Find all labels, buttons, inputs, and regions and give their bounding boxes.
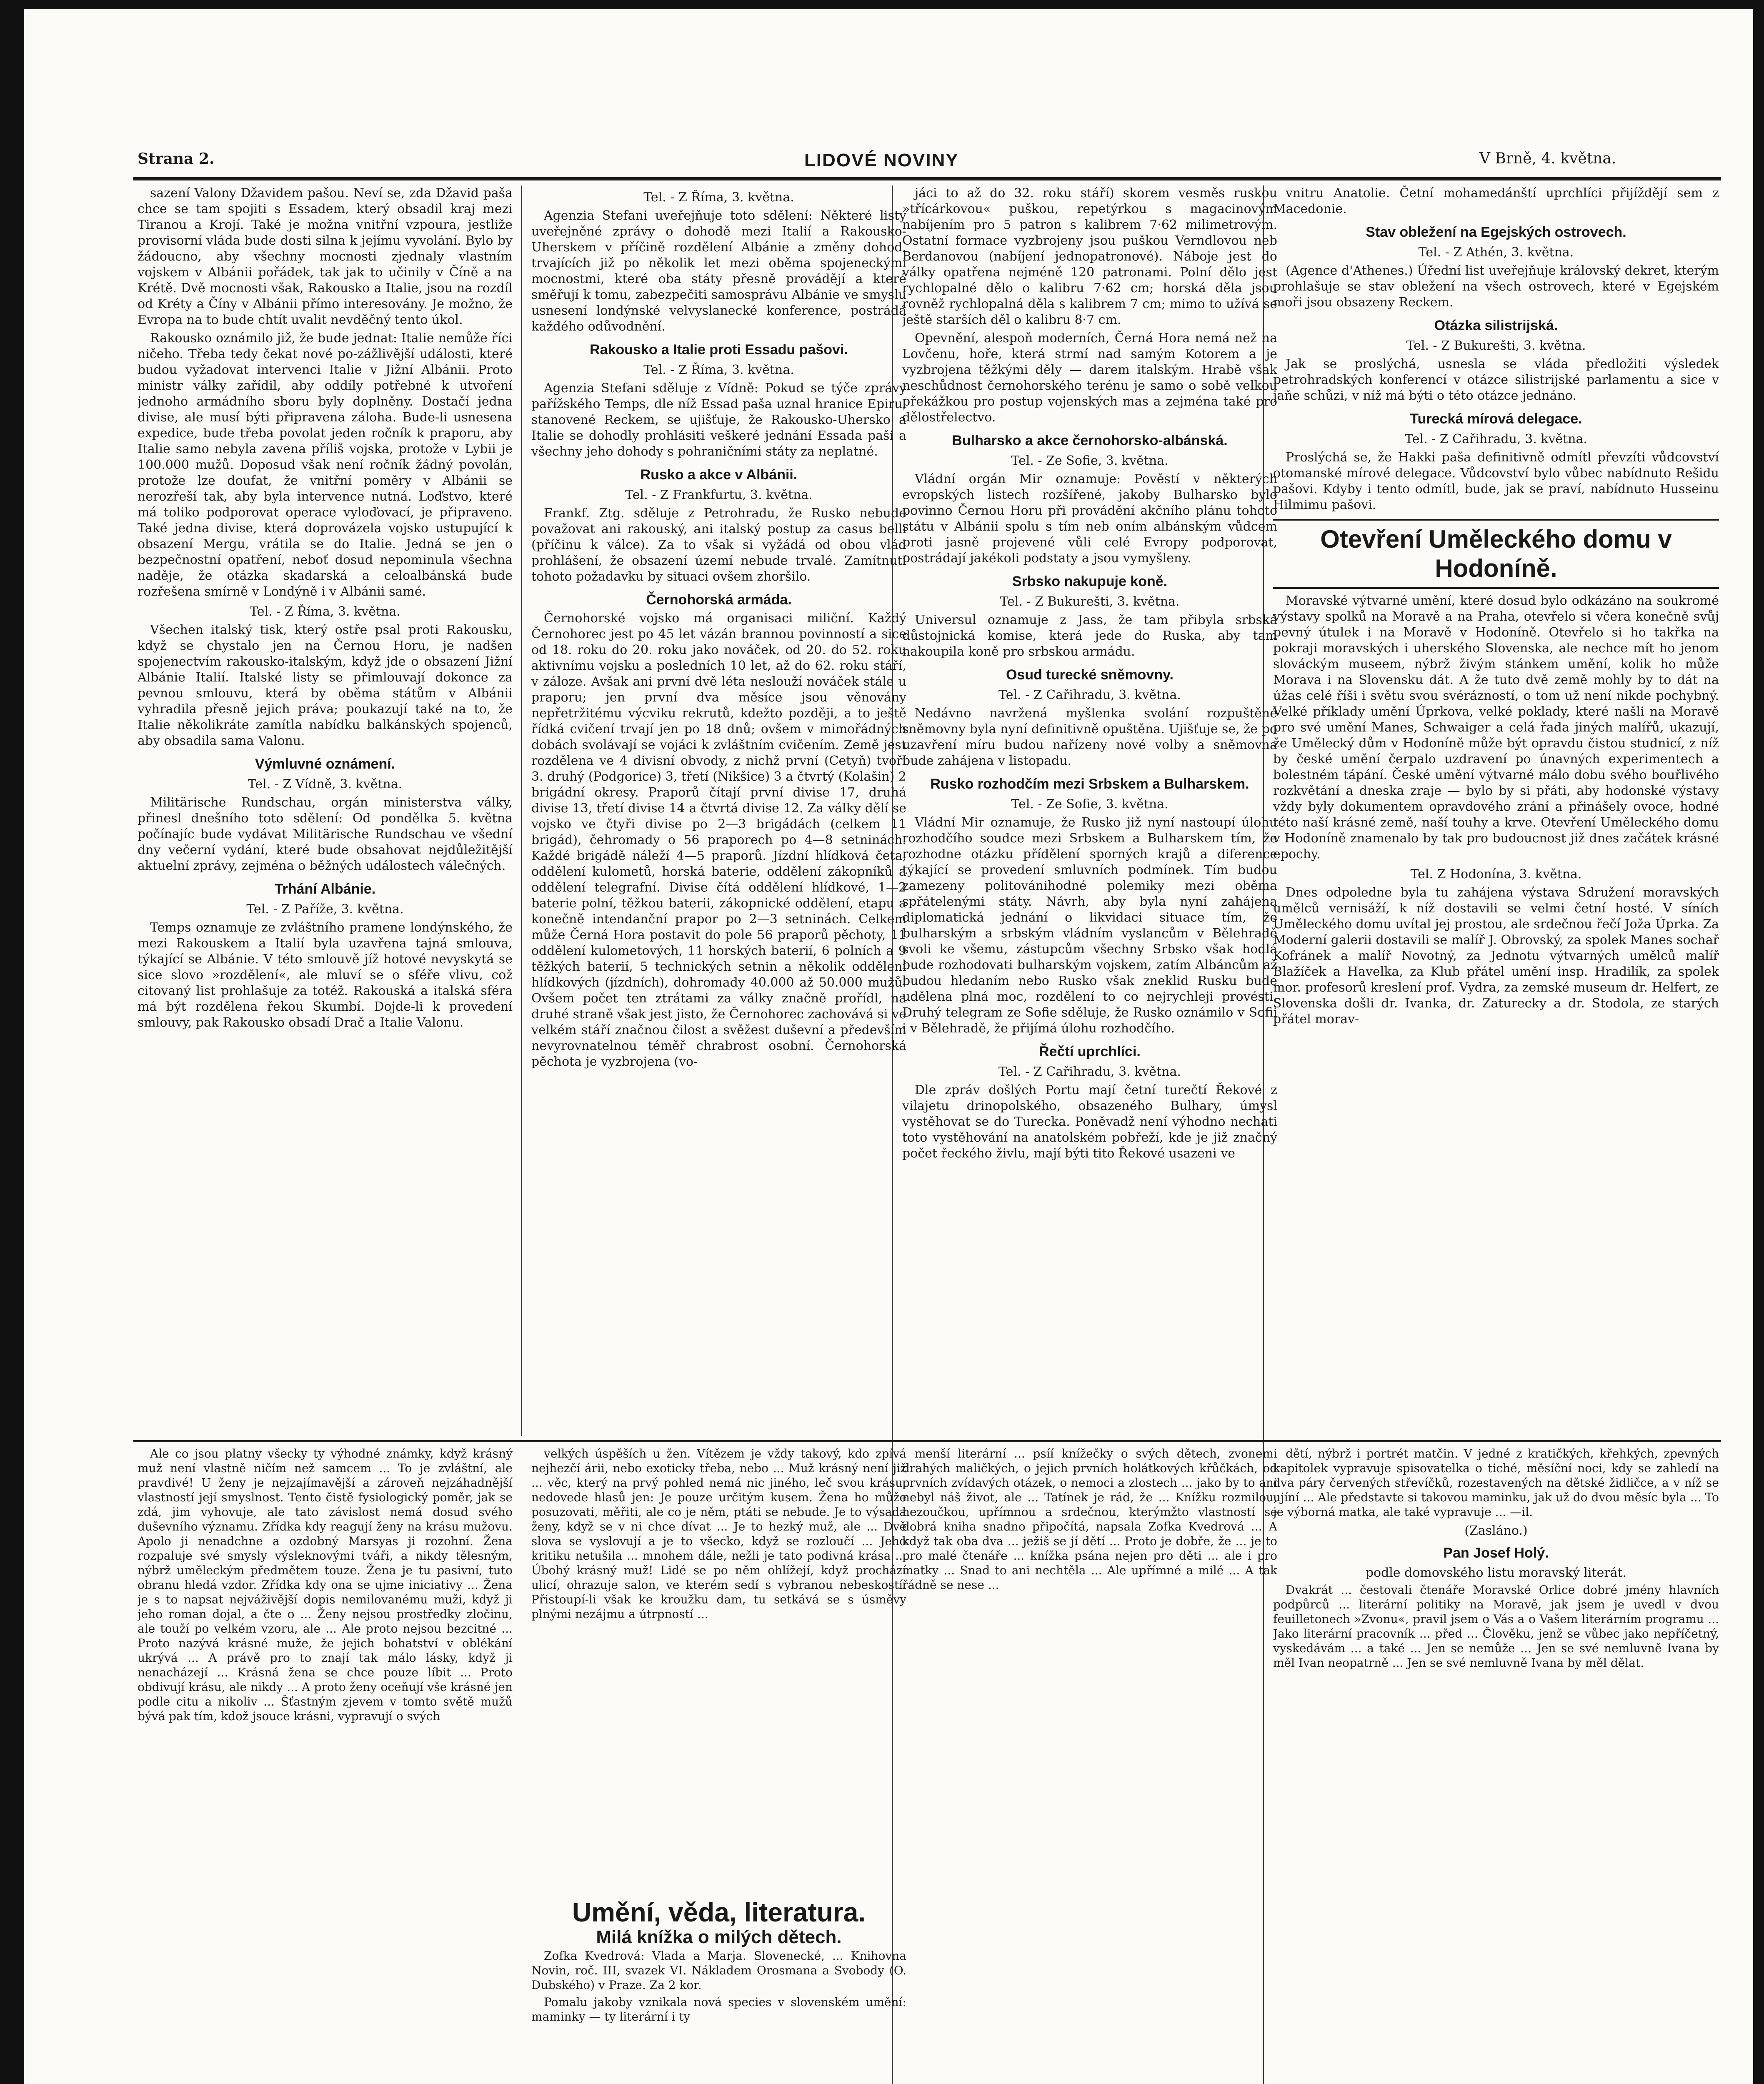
article-paragraph: Temps oznamuje ze zvláštního pramene londýnského, že mezi Rakouskem a Italií byla uzavřena tajná smlouva, týkající se Albánie. V této smlouvě jíž hotové nevyskytá se sice slovo »rozdělení«, ale mluví se o sféře vlivu, což citovaný list prohlašuje za totéž. Rakouská a italská sféra má být rozdělena řekou Skumbí. Dojde-li k provedení smlouvy, pak Rakousko obsadí Drač a Italie Valonu. — [138, 920, 513, 1030]
dateline: Tel. - Z Cařihradu, 3. května. — [998, 1065, 1181, 1079]
article-paragraph: Universul oznamuje z Jass, že tam přibyla srbská důstojnická komise, která jede do Ruska, aby tam nakoupila koně pro srbskou armádu. — [902, 613, 1277, 659]
dateline: Tel. - Ze Sofie, 3. května. — [1011, 453, 1168, 468]
feuilleton-text: menší literární ... psíí knížečky o svých dětech, zvonemi drahých maličkých, o jejich prvních holátkových křůčkách, od prvních zvídavých otázek, o nemoci a zlostech ... jako by to ani nebyl náš život, ale ... Tatínek je rád, že ... Knížku rozmilou, hezoučkou, upřímnou a srdečnou, kterýmžto vlastností se dobrá kniha snadno připočítá, napsala Zofka Kvedrová ... A když tak oba dva ... ježiš se jí dětí ... Proto je dobře, že ... je to pro malé čtenáře ... knížka psána nejen pro děti ... ale i pro matky ... Snad to ani nechtěla ... Ale upřímné a milé ... A tak řádně se nese ... — [902, 1447, 1277, 1592]
page-number: Strana 2. — [138, 150, 215, 168]
feuilleton-text: dětí, nýbrž i portrét matčin. V jedné z kratičkých, křehkých, zpevných kapitolek vypravuje spisovatelka o tiché, měsíční noci, kdy se zahledí na dva páry červených střevíčků, rozestavených na dětské židličce, a v níž se ujíní ... Ale představte si takovou maminku, jak už do dvou měsíc byla ... To je výborná matka, ale také vypravuje ... —il. — [1273, 1447, 1719, 1519]
dateline: Tel. - Z Říma, 3. května. — [250, 604, 400, 619]
book-citation: Zofka Kvedrová: Vlada a Marja. Slovenecké, ... Knihovna Novin, roč. III, svazek VI. Nákladem Orosmana a Svobody (O. Dubského) v Praze. Za 2 kor. — [531, 1949, 906, 1992]
article-paragraph: Pomalu jakoby vznikala nová species v slovenském umění: maminky — ty literární i ty — [531, 1995, 906, 2024]
section-subtitle: Milá knížka o milých dětech. — [596, 1927, 842, 1947]
feuilleton-column-4 — [1273, 1446, 1719, 2084]
scan-border-right — [1753, 0, 1764, 2084]
dateline: Tel. - Z Říma, 3. května. — [643, 363, 794, 377]
article-column-2 — [531, 185, 906, 1436]
article-paragraph: sazení Valony Džavidem pašou. Neví se, zda Džavid paša chce se tam spojiti s Essadem, který obsadil kraj mezi Tiranou a Krojí. Také je možna vnitřní vzpoura, jestliže provisorní vláda bude dosti silna k jejímu vyvolání. Bylo by žádoucno, aby všechny mocnosti zjednaly vlastním vojskem v Albánii pořádek, tak jak to učinily v Číně a na Krétě. Dvě mocnosti však, Rakousko a Italie, jsou na rozdíl od Kréty a Číny v Albánii přímo interesovány. Je možno, že Evropa na to bude chtít uvalit nevděčný tento úkol. — [138, 186, 513, 327]
article-paragraph: Agenzia Stefani uveřejňuje toto sdělení: Některé listy uveřejněné zprávy o dohodě mezi Italií a Rakousko-Uherskem v příčině rozdělení Albánie a změny dohod. trvajících již po několik let mezi oběma spojeneckými mocnostmi, které oba státy přesně provádějí a které směřují k tomu, zabezpečiti samosprávu Albánie ve smyslu usnesení londýnské velvyslanecké konference, postrádá každého odůvodnění. — [531, 208, 906, 334]
headline: Srbsko nakupuje koně. — [1012, 574, 1168, 589]
article-paragraph: Vládní Mir oznamuje, že Rusko již nyní nastoupí úlohu rozhodčího soudce mezi Srbskem a Bulharskem tím, že rozhodne otázku přídělení sporných krajů a diference týkající se provedení smluvních podmínek. Tím budou zamezeny politovánihodné polemiky mezi oběma spřátelenými státy. Návrh, aby byla nyní zahájena diplomatická jednání o likvidaci situace tím, že bulharským a srbským vládním vyslancům v Bělehradě svoli ke všemu, zástupcům všechny Srbsko však hodlá bude rozhodovati bulharským vojskem, zatím Albáncům až budou hledaním nebo Rusko však zneklid Rusku bude udělena plná moc, rozdělení to co nejrychleji provésti. Druhý telegram ze Sofie sděluje, že Rusko oznámilo v Sofii i v Bělehradě, že přijímá úlohu rozhodčího. — [902, 815, 1277, 1036]
headline: Rusko rozhodčím mezi Srbskem a Bulharskem. — [930, 776, 1249, 792]
article-paragraph: Proslýchá se, že Hakki paša definitivně odmítl převzíti vůdcovství otomanské mírové delegace. Vůdcovství bylo vůbec nabídnuto Rešidu pašovi. Kdyby i tento odmítl, bude, jak se praví, nabídnuto Husseinu Hilmimu pašovi. — [1273, 450, 1719, 512]
dateline: Tel. - Z Bukurešti, 3. května. — [1406, 338, 1586, 353]
article-paragraph: Nedávno navržená myšlenka svolání rozpuštěné sněmovny byla nyní definitivně opuštěna. Ujišťuje se, že po uzavření míru budou nařízeny nové volby a sněmovna bude zahájena v listopadu. — [902, 706, 1277, 768]
feuilleton-text: velkých úspěších u žen. Vítězem je vždy takový, kdo zpívá nejhezčí árii, nebo exoticky třeba, nebo ... Muž krásný není již ... věc, který na prvý pohled nemá nic jiného, leč svou krásu, nedovede hlasů jen: Je pouze určitým kusem. Žena ho může posuzovati, měřiti, ale co je něm, ptáti se nebude. Je to výsada ženy, když se v ni chce dívat ... Je to hezký muž, ale ... Dvě slova se vyslovují a je to všecko, když se rozloučí ... Jeho kritiku netušila ... mnohem dále, nežli je tato podivná krása ... Úbohý krásný muž! Lidé se po něm ohlížejí, když prochází ulicí, ohrazuje salon, ve kterém sedí s vybranou nebeskostí. Přistoupí-li však ke kroužku dam, tu setkává se s úsměvy plnými nezájmu a útrpností ... — [531, 1447, 906, 1621]
zaslano-label: (Zasláno.) — [1464, 1523, 1528, 1538]
masthead-title: LIDOVÉ NOVINY — [804, 150, 959, 170]
culture-section — [531, 1888, 906, 2026]
article-paragraph: jáci to až do 32. roku stáří) skorem vesměs ruskou »třícárkovou« puškou, repetýrkou s magacinovým nabíjením pro 5 patron s kalibrem 7·62 milimetrovým. Ostatní formace vyzbrojeny jsou puškou Verndlovou neb Berdanovou (nabíjení jednopatronové). Náboje jest do války opatřena nejméně 120 patronami. Polní dělo jest rychlopalné dělo o kalibru 7·62 cm; horská děla jsou rovněž rychlopalná děla s kalibrem 7 cm; mimo to užívá se ještě starších děl o kalibru 8·7 cm. — [902, 186, 1277, 327]
article-paragraph: Dnes odpoledne byla tu zahájena výstava Sdružení moravských umělců vernisáží, k níž dostavili se velmi četní hosté. V síních Uměleckého domu uvítal jej prostou, ale srdečnou řečí Joža Úprka. Za Moderní galerii dostavili se malíř J. Obrovský, za spolek Manes sochař Kofránek a malíř Novotný, za Jednotu výtvarných umělců malíř Blažíček a Havelka, za Klub přátel umění insp. Hradilík, za spolek mor. profesorů kreslení prof. Vydra, za zemské museum dr. Helfert, ze Slovenska došli dr. Ivanka, dr. Zatureckу a dr. Stodola, ze starých přátel morav- — [1273, 885, 1719, 1027]
article-paragraph: Agenzia Stefani sděluje z Vídně: Pokud se týče zprávy pařížského Temps, dle níž Essad paša uznal hranice Epiru, stanovené Reckem, se ujišťuje, že Rakousko-Uhersko a Italie se dohodly prohlásiti veškeré jednání Essada paši a všechny jeho dohody s pohraničními státy za neplatné. — [531, 381, 906, 459]
dateline: Tel. - Z Frankfurtu, 3. května. — [625, 488, 813, 502]
dateline: Tel. - Z Cařihradu, 3. května. — [1405, 432, 1587, 446]
dateline: Tel. - Z Cařihradu, 3. května. — [998, 688, 1181, 702]
section-title: Umění, věda, literatura. — [572, 1897, 866, 1927]
article-paragraph: Frankf. Ztg. sděluje z Petrohradu, že Rusko nebude považovat ani rakouský, ani italský postup za casus belli (příčinu k válce). Za to však si vyžádá od obou vlád prohlášení, že obsazení území nebude trvalé. Zamítnutí tohoto požadavku by situaci ovšem zhoršilo. — [531, 506, 906, 584]
headline: Výmluvné oznámení. — [255, 756, 395, 772]
article-paragraph: Rakousko oznámilo již, že bude jednat: Italie nemůže říci ničeho. Třeba tedy čekat nové po-zážlivější události, které budou vyžadovat intervenci Italie v Jižní Albánii. Proto ministr války zařídil, aby oddíly potřebné k utvoření jednoho armádního sboru byly doplněny. Dostačí jedna divise, ale musí býti připravena záloha. Bude-li usnesena expedice, bude třeba povolat jeden ročník k praporu, aby Italie samo nebyla zavena příliš vojska, protože v Lybii je 100.000 mužů. Doposud však není ročník žádný povolán, protože lze doufat, že vnitřní poměry v Albánii se nerozřeší tak, aby byla intervence nutná. Loďstvo, které má toliko podporovat operace vyloďovací, je připraveno. Také jedna divise, která doprovázela vojsko ustupující k obsazení Mergu, vrátila se do Italie. Jedná se jen o bezpečnostní opatření, neboť dosud nepominula všechna naděje, že otázka skadarská a celoalbánská bude rozřešena smírně v Londýně i v Albánii samé. — [138, 331, 513, 599]
column-divider — [521, 185, 522, 1436]
headline: Bulharsko a akce černohorsko-albánská. — [952, 433, 1228, 448]
article-paragraph: Opevnění, alespoň moderních, Černá Hora nemá než na Lovčenu, hoře, která strmí nad samým Kotorem a je vyzbrojena těžkými děly — darem italským. Hrabě však neschůdnost černohorského terénu je samo o sobě velkou překážkou pro postup vojenských mas a zejména také pro dělostřelectvo. — [902, 331, 1277, 425]
headline: Černohorská armáda. — [646, 592, 792, 608]
addressee-subtitle: podle domovského listu moravský literát. — [1365, 1566, 1627, 1580]
article-paragraph: Vládní orgán Mir oznamuje: Pověstí v některých evropských listech rozšířené, jakoby Bulharsko bylo povinno Černou Horu při provádění akčního plánu tohoto státu v Albánii spolu s tím neb oním albánským vůdcem proti jasně projevené vůli celé Evropy podporovat, postrádají jakékoli podstaty a jsou vymyšleny. — [902, 472, 1277, 566]
article-paragraph: Všechen italský tisk, který ostře psal proti Rakousku, když se chystalo jen na Černou Horu, je nadšen spojenectvím rakousko-italským, když jde o obsazení Jižní Albánie Italií. Italské listy se přimlouvají dokonce za pevnou smlouvu, která by oběma státům v Albánii vyhradila přesně jejich práva; poukazují také na to, že Italie několikráte zamítla nabídku balkánských spojenců, aby obsadila sama Valonu. — [138, 623, 513, 748]
feuilleton-text: Ale co jsou platny všecky ty výhodné známky, když krásný muž není vlastně ničím než samcem ... To je zvláštní, ale pravdivé! U ženy je nejzajímavější a zároveň nejzáhadnější vlastností její smyslnost. Tento čistě fysiologický poměr, jak se zdá, jim vyhovuje, ale tato závislost nemá dosud svého duševního významu. Zřídka kdy reagují ženy na krásu mužovu. Apolo ji nenadchne a ozdobný Marsyas ji rozohní. Žena rozpaluje své smysly výsleknovými tváři, a nikdy tělesným, nýbrž uměleckým předmětem touze. Žena je tu pasivní, tuto obranu hledá vzdor. Zřídka kdy ona se ujme iniciativy ... Žena je s to napsat nejváživější dopis nemilovanému muži, když ji jeho roman dojal, a čte o ... Ženy nejsou prostředky zločinu, ale touží po velkém vzoru, ale ... Ale proto nejsou bezcitné ... Proto nazývá krásné muže, že jejich bohatství v oblékání ukrývá ... A právě pro to znají tak málo lásky, když ji nenacházejí ... Krásná žena se chce pouze líbit ... Proto obdivují krásu, ale nikdy ... A proto ženy oceňují vše krásné jen podle citu a nikoliv ... Šťastným zjevem v tomto světě mužů bývá pak tím, kdož jsouce krásni, vypravují o svých — [138, 1447, 513, 1723]
article-paragraph: Dle zpráv došlých Portu mají četní turečtí Řekové z vilajetu drinopolského, obsazeného Bulhary, úmysl vystěhovat se do Turecka. Poněvadž není výhodno nechati toto vystěhování na anatolském pobřeží, kde je již značný počet řeckého živlu, mají býti tito Řekové usazeni ve — [902, 1083, 1277, 1161]
header-rule — [133, 177, 1721, 180]
letter-text: Dvakrát ... čestovali čtenáře Moravské Orlice dobré jmény hlavních podpůrců ... literární politiky na Moravě, jak jsem je uvedl v dvou feuilletonech »Zvonu«, pravil jsem o Vás a o Vašem literárním programu ... Jako literární pracovník ... před ... Člověku, jenž se vůbec jako nepříčetný, vyskedávám ... a také ... Jen se nemůže ... Jen se své nemluvně Ivana by měl Ivan neopatrně ... Jen se své nemluvně Ivana by měl dělat. — [1273, 1583, 1719, 1670]
headline: Řečtí uprchlíci. — [1039, 1044, 1141, 1060]
dateline: Tel. - Z Říma, 3. května. — [643, 190, 794, 205]
article-paragraph: Moravské výtvarné umění, které dosud bylo odkázáno na soukromé výstavy spolků na Moravě a na Praha, otevřelo si včera konečně svůj pevný útulek i na Moravě v Hodoníně. Otevřelo si ho takřka na pokraji moravských i uherského Slovenska, ale nechce mít ho jenom slováckým museem, nýbrž živým stánkem umění, kolik ho může Morava i na Slovensku dát. A že tuto dvě země mohly by to dát na úžas celé říši i světu svou svérázností, o tom už není nikde pochybný. Velké příklady umění Úprkova, velké poklady, které našli na Moravě pro své umění Manes, Schwaiger a celá řada jiných malířů, ukazují, že Umělecký dům v Hodoníně může být opravdu čistou studnicí, z níž by české umění čerpalo uzdravení po únavných experimentech a bolestném tápání. České umění výtvarné málo dobu svého bouřlivého rozkvětání a dneska zraje — bylo by si přáti, aby hodonské výstavy vždy byly dokumentem opravdového zrání a přinášely ovoce, hodné této naší krásné země, naší touhy a krve. Otevření Uměleckého domu v Hodoníně znamenalo by tak pro budoucnost již dnes začátek krásné epochy. — [1273, 594, 1719, 862]
headline: Rakousko a Italie proti Essadu pašovi. — [590, 342, 848, 358]
feuilleton-separator — [133, 1440, 1721, 1442]
article-paragraph: Černohorské vojsko má organisaci miliční. Každý Černohorec jest po 45 let vázán brannou povinností a sice od 18. roku do 20. roku jako nováček, od 20. do 52. roku aktivnímu vojsku a posledních 10 let, až do 62. roku stáří, v záloze. Avšak ani první dvě léta neslouží nováček stále u praporu; jen první dva měsíce jsou věnovány nepřetržitému výcviku rekrutů, kdežto později, a to ještě řídká cvičení trvají jen po 18 dnů; ovšem v mimořádných dobách svolávají se vojáci k zvláštním cvičením. Země jest rozdělena ve 4 divisní obvody, z nichž první (Cetyň) tvoří 3. druhý (Podgorice) 3, třetí (Nikšice) 3 a čtvrtý (Kolašin) 2 brigádní okresy. Praporů čítají první divise 17, druhá divise 13, třetí divise 14 a čtvrtá divise 12. Za války dělí se vojsko ve čtyři divise po 2—3 brigádách (celkem 11 brigád), čehromady o 56 praporech po 4—8 setninách. Každé brigádě náleží 4—5 praporů. Jízdní hlídková četa, oddělení kulometů, horská baterie, oddělení zákopníků a oddělení telegrafní. Divise čítá oddělení hlídkové, 1—2 baterie polní, těžkou baterii, zákopnické oddělení, etapu a konečně intendanční prapor po 2—3 setninách. Celkem může Černá Hora postavit do pole 56 praporů pěchoty, 11 oddělení kulometových, 11 horských baterií, 6 polních a 9 těžkých baterií, 5 technických setnin a několik oddělení hlídkových (jízdních), dohromady 40.000 až 50.000 mužů. Ovšem počet ten ztrátami za války značně prořídl, na druhé straně však jest jisto, že Černohorec zachovává si ve velkém stáří značnou čilost a svěžest duševní a především nevyrovnatelnou téměř chrabrost osobní. Černohorská pěchota je vyzbrojena (vo- — [531, 611, 906, 1069]
dateline: Tel. - Z Athén, 3. května. — [1418, 245, 1574, 260]
scan-border-top — [0, 0, 1764, 9]
article-column-3 — [902, 185, 1277, 1436]
dateline: Tel. - Z Bukurešti, 3. května. — [1000, 594, 1180, 609]
article-column-4 — [1273, 185, 1719, 1436]
headline: Rusko a akce v Albánii. — [640, 467, 798, 483]
scan-border-left — [0, 0, 24, 2084]
article-paragraph: vnitru Anatolie. Četní mohamedánští uprchlíci přijíždějí sem z Macedonie. — [1273, 186, 1719, 216]
article-column-1 — [138, 185, 513, 1436]
article-paragraph: Jak se proslýchá, usnesla se vláda předložiti výsledek petrohradských konferencí v otázce silistrijské parlamentu a sice v jaňe schůzi, v níž má býti o této otázce jednáno. — [1273, 357, 1719, 403]
dateline: Tel. - Ze Sofie, 3. května. — [1011, 797, 1168, 812]
feuilleton-column-3 — [902, 1446, 1277, 2084]
addressee: Pan Josef Holý. — [1443, 1545, 1549, 1561]
article-paragraph: Militärische Rundschau, orgán ministerstva války, přinesl dnešního toto sdělení: Od pondělka 5. května počínajíc bude vydávat Militärische Rundschau ve všední dny večerní vydání, které bude obsahovat nejdůležitější aktuelní zprávy, zejména o běžných událostech válečných. — [138, 795, 513, 873]
headline: Turecká mírová delegace. — [1410, 411, 1582, 427]
headline: Osud turecké sněmovny. — [1006, 667, 1173, 683]
feature-headline: Otevření Uměleckého domu v Hodoníně. — [1273, 519, 1719, 589]
dateline: Tel. Z Hodonína, 3. května. — [1410, 867, 1582, 882]
feuilleton-column-2 — [531, 1446, 906, 1876]
dateline: Tel. - Z Paříže, 3. května. — [246, 902, 404, 917]
article-paragraph: (Agence d'Athenes.) Úřední list uveřejňuje královský dekret, kterým prohlašuje se stav obležení na všech ostrovech, které v Egejském moři jsou obsazeny Reckem. — [1273, 263, 1719, 310]
headline: Stav obležení na Egejských ostrovech. — [1366, 224, 1626, 240]
headline: Otázka silistrijská. — [1434, 318, 1558, 333]
dateline: Tel. - Z Vídně, 3. května. — [248, 777, 403, 792]
place-date: V Brně, 4. května. — [1479, 150, 1616, 167]
headline: Trhání Albánie. — [274, 881, 376, 897]
feuilleton-column-1 — [138, 1446, 513, 2084]
